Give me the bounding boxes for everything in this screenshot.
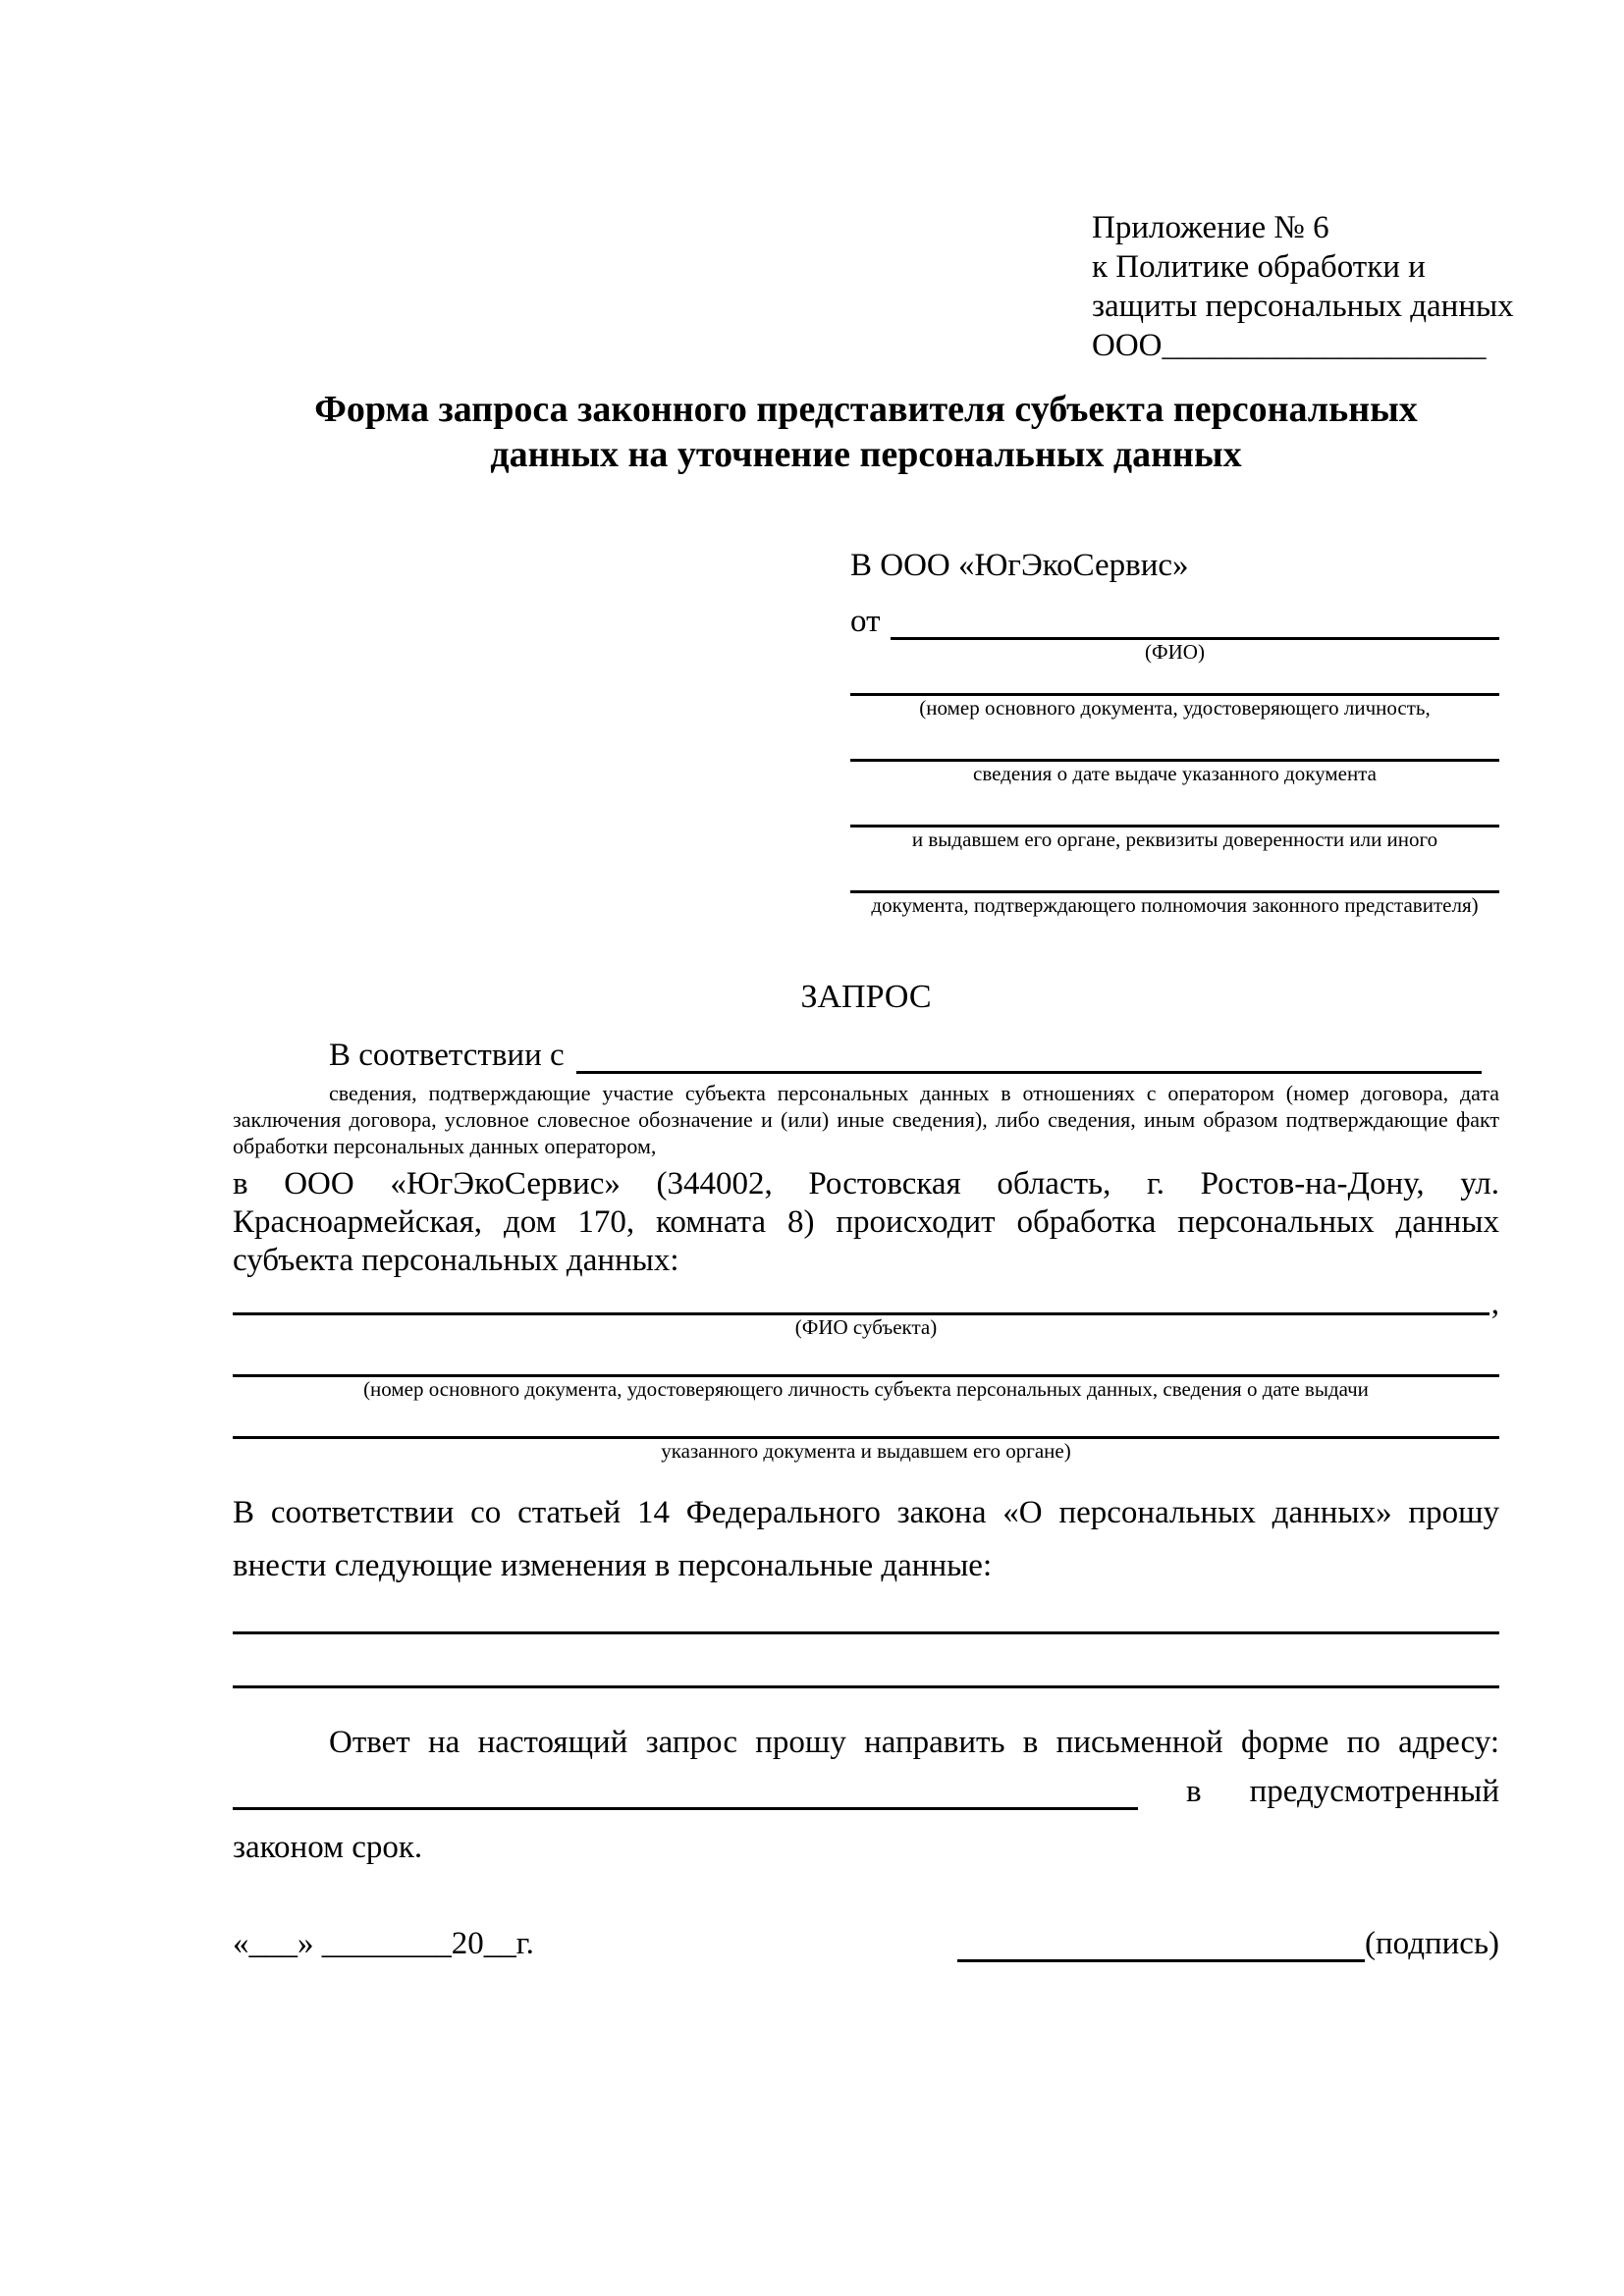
org-blank-line: ____________________ [1162, 328, 1487, 363]
fill-line [850, 851, 1499, 893]
fine-print-line-3: обработки персональных данных оператором, [233, 1134, 657, 1158]
fill-caption-4: документа, подтверждающего полномочия законного представителя) [871, 893, 1479, 917]
recipient-to: В ООО «ЮгЭкоСервис» [850, 548, 1189, 583]
fine-print [233, 1080, 1499, 1159]
changes-fill-line [233, 1634, 1499, 1688]
intro-row [233, 1039, 1499, 1074]
address-fill-line [233, 1807, 1138, 1810]
response-word-predusmotrennyi: предусмотренный [1249, 1774, 1499, 1809]
recipient-block [850, 546, 1499, 917]
fine-print-line-1: сведения, подтверждающие участие субъекта персональных данных в отношениях с оператором (номер договора, дата [329, 1081, 1499, 1105]
fill-line [850, 720, 1499, 762]
subject-fio-fill-line [233, 1297, 1489, 1315]
response-paragraph [233, 1718, 1499, 1867]
org-prefix: ООО [1092, 328, 1163, 363]
changes-fill-line [233, 1592, 1499, 1634]
response-line-3: законом срок. [233, 1830, 423, 1865]
address-row [233, 1771, 1499, 1810]
date-blank-text: «___» ________20__г. [233, 1926, 534, 1961]
from-row [850, 601, 1499, 640]
trailing-comma: , [1490, 1286, 1499, 1321]
appendix-line-1: Приложение № 6 [1092, 210, 1329, 245]
intro-fill-line [576, 1071, 1482, 1074]
fill-line [850, 785, 1499, 828]
page-title-line-1: Форма запроса законного представителя субъекта персональных [314, 389, 1418, 430]
document-content [233, 0, 1514, 1962]
page-title [233, 387, 1499, 477]
fill-caption-1: (номер основного документа, удостоверяющего личность, [919, 696, 1431, 720]
law-line-2: внести следующие изменения в персональные данные: [233, 1548, 993, 1583]
fine-print-line-2: заключения договора, условное словесное обозначение и (или) иные сведения), либо сведения, иным образом подтверждающие факт [233, 1107, 1499, 1132]
request-heading: ЗАПРОС [800, 979, 932, 1015]
fill-line [850, 664, 1499, 696]
subject-fio-caption: (ФИО субъекта) [794, 1315, 938, 1339]
response-line-1: Ответ на настоящий запрос прошу направить в письменной форме по адресу: [329, 1725, 1499, 1760]
fio-caption: (ФИО) [1145, 640, 1205, 664]
operator-line-3: субъекта персональных данных: [233, 1243, 679, 1278]
intro-prefix: В соответствии с [329, 1038, 565, 1073]
appendix-block [1092, 0, 1514, 365]
operator-paragraph [233, 1165, 1499, 1280]
fill-caption-2: сведения о дате выдаче указанного документа [973, 762, 1377, 785]
subject-doc-fill-line [233, 1401, 1499, 1439]
appendix-line-3: защиты персональных данных [1092, 289, 1514, 324]
signature-fill-line [957, 1949, 1365, 1962]
law-line-1: В соответствии со статьей 14 Федерального закона «О персональных данных» прошу [233, 1495, 1499, 1530]
subject-doc-caption-2: указанного документа и выдавшем его органе) [661, 1439, 1071, 1463]
subject-doc-caption-1: (номер основного документа, удостоверяющего личность субъекта персональных данных, сведения о дате выдачи [363, 1377, 1369, 1401]
appendix-org-line [1092, 326, 1499, 365]
law-paragraph [233, 1486, 1499, 1592]
appendix-line-2: к Политике обработки и [1092, 249, 1426, 285]
date-signature-row [233, 1926, 1499, 1962]
page-title-line-2: данных на уточнение персональных данных [490, 434, 1242, 475]
fill-caption-3: и выдавшем его органе, реквизиты доверенности или иного [911, 828, 1438, 851]
from-label: от [850, 604, 881, 639]
operator-line-1: в ООО «ЮгЭкоСервис» (344002, Ростовская область, г. Ростов-на-Дону, ул. [233, 1166, 1499, 1201]
subject-fio-row [233, 1286, 1499, 1321]
response-word-v: в [1186, 1774, 1202, 1809]
operator-line-2: Красноармейская, дом 170, комната 8) происходит обработка персональных данных [233, 1204, 1499, 1240]
subject-doc-fill-line [233, 1339, 1499, 1377]
signature-group [957, 1926, 1499, 1962]
signature-caption: (подпись) [1365, 1926, 1499, 1961]
